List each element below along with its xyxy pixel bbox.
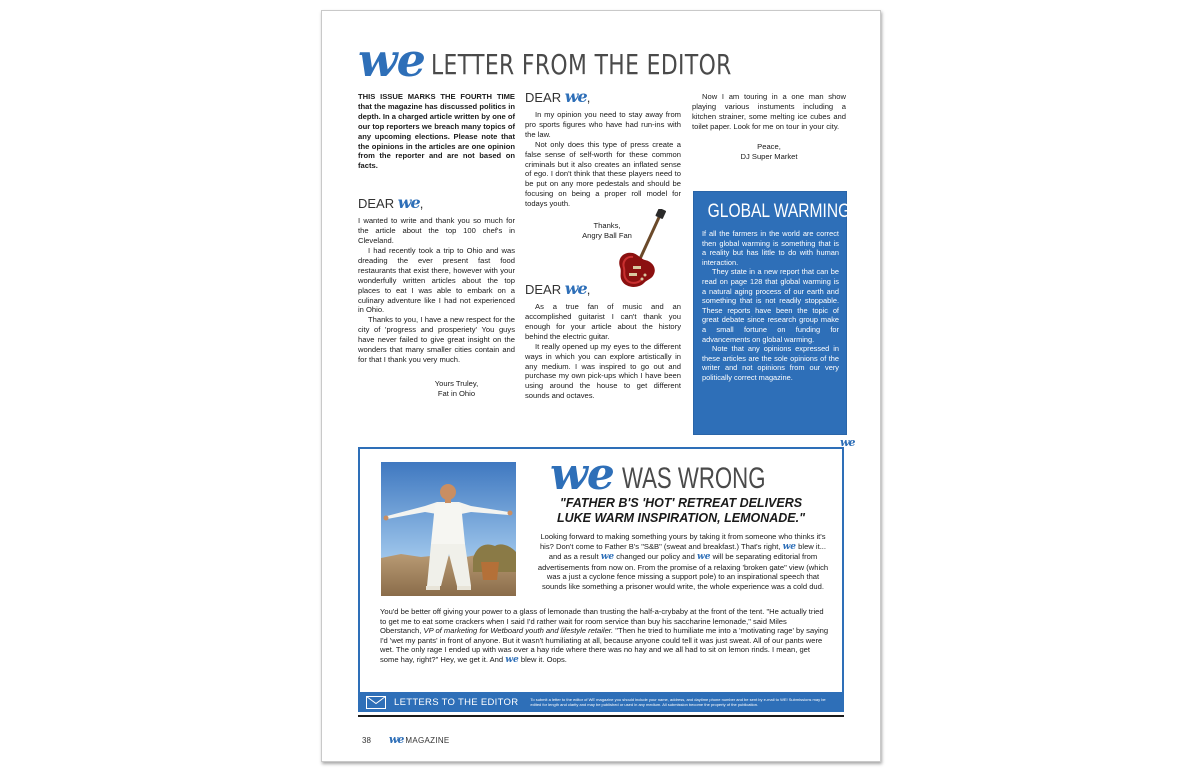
we-logo-inline: we xyxy=(397,193,420,213)
corner-we-logo: we xyxy=(840,436,855,449)
column-1 xyxy=(358,92,515,399)
magazine-label: MAGAZINE xyxy=(405,736,450,745)
global-warming-paragraph: Note that any opinions expressed in these articles are the sole opinions of the writer and not opinions from our very politically correct magazine. xyxy=(702,344,839,382)
we-logo-inline: we xyxy=(564,279,587,299)
electric-guitar-icon xyxy=(611,209,675,293)
man-in-white-photo xyxy=(381,462,516,596)
article-headline: "FATHER B'S 'HOT' RETREAT DELIVERS LUKE WARM INSPIRATION, LEMONADE." xyxy=(556,496,806,525)
letter3-paragraph: It really opened up my eyes to the different ways in which you can explore artistically in any medium. I was inspired to go out and purchase my own pick-ups which I have been using around the house to get different sounds and octaves. xyxy=(525,341,681,401)
we-logo-inline: we xyxy=(564,87,587,106)
divider xyxy=(358,715,844,717)
envelope-icon xyxy=(366,696,386,709)
we-logo-inline: we xyxy=(600,552,615,562)
letter1-signature: Yours Truley, Fat in Ohio xyxy=(434,378,479,398)
we-logo: we xyxy=(550,449,614,500)
letter3-salutation: DEAR we, xyxy=(525,279,591,299)
page-title: LETTER FROM THE EDITOR xyxy=(430,48,732,81)
letter2-signature: Thanks, Angry Ball Fan xyxy=(582,221,632,240)
letter1-salutation: DEAR we, xyxy=(358,193,424,213)
letter2-paragraph: Not only does this type of press create a false sense of self-worth for these common criminals but it also creates an inflated sense of ego. I don't think that these players need to be put on any more pedestals and should be focusing on being a proper roll model for todays youth. xyxy=(525,139,681,209)
letter2-paragraph: In my opinion you need to stay away from pro sports figures who have had run-ins with the law. xyxy=(525,110,681,139)
letter3-paragraph: As a true fan of music and an accomplished guitarist I can't thank you enough for your article about the history behind the electric guitar. xyxy=(525,302,681,341)
column-3 xyxy=(692,92,846,161)
letter1-paragraph: I wanted to write and thank you so much for the article about the top 100 chef's in Cleveland. xyxy=(358,216,515,246)
column3-signature: Peace, DJ Super Market xyxy=(740,141,798,161)
global-warming-title: GLOBAL WARMING xyxy=(707,201,851,222)
page-number: 38 xyxy=(362,736,371,745)
letter2-signature-area xyxy=(525,209,681,275)
column-2 xyxy=(525,89,681,401)
letter2-salutation: DEAR we, xyxy=(525,87,591,106)
page-header xyxy=(358,33,816,87)
page-footer xyxy=(362,733,450,746)
letters-submission-note: To submit a letter to the editor of WE magazine you should include your name, address, and daytime phone number and be sent by e-mail to WE! Submissions may be edited for length and clarity and may be published or used in any medium. All submission become the property of the publication. xyxy=(530,697,826,707)
letters-to-editor-title: LETTERS TO THE EDITOR xyxy=(394,696,519,708)
intro-paragraph: THIS ISSUE MARKS THE FOURTH TIME that the magazine has discussed politics in depth. In a charged article written by one of our top reporters we breach many topics of any upcoming elections. Please note that the opinions in the articles are one opinion from the reporter and are not based on facts. xyxy=(358,92,515,171)
letters-to-editor-bar xyxy=(358,692,844,712)
global-warming-box xyxy=(693,191,851,435)
column3-paragraph: Now I am touring in a one man show playing various instuments including a kitchen strainer, some melting ice cubes and toilet paper. Look for me on tour in your city. xyxy=(692,92,846,131)
magazine-page xyxy=(321,10,881,762)
retreat-photo xyxy=(381,462,516,596)
letter1-paragraph: I had recently took a trip to Ohio and was dreading the ever present fast food restaurants that exist there, however with your wonderfully written articles about the top places to eat I was able to embark on a culinary adventure like I had not experienced in Ohio. xyxy=(358,245,515,315)
global-warming-paragraph: They state in a new report that can be read on page 128 that global warming is a natural aging process of our earth and something that is not readily stoppable. These reports have been the topic of great debate since research group make a small fortune on funding for advancements on global warming. xyxy=(702,267,839,344)
global-warming-paragraph: If all the farmers in the world are correct then global warming is something that is a reality but has little to do with human interaction. xyxy=(702,229,839,267)
we-logo: we xyxy=(388,733,404,746)
global-warming-text xyxy=(694,223,846,383)
we-logo-inline: we xyxy=(696,552,711,562)
letter1-paragraph: Thanks to you, I have a new respect for the city of 'progress and prosperiety' You guys have never failed to give great insight on the wonders that many smaller cities contain and for that I thank you very much. xyxy=(358,315,515,364)
article-paragraph-2: You'd be better off giving your power to a glass of lemonade than trusting the half-a-crybaby at the front of the tent. "He actually tried to get me to eat some crackers when I said I'd rather wait for room service than buy his saccharine lemonade," said Miles Oberstanch, VP of marketing for Wetboard youth and lifestyle retailer. "Then he tried to humiliate me into a 'motivating rage' by saying I'd 'wet my pants' in front of anyone. But it wasn't humiliating at all, because anyone could tell it was just sweat. All of our pants were wet. The only rage I ended up with was over a hay ride where there was no hay and we all had to sit on lemon rinds. I mean, get some hay, right?" Hey, we get it. And we blew it. Oops. xyxy=(380,607,829,665)
we-was-wrong-box xyxy=(358,447,844,699)
we-logo-inline: we xyxy=(505,654,519,665)
article-paragraph-1: Looking forward to making something yours by taking it from someone who thinks it's his? Don't come to Father B's "S&B" (sweat and breakfast.) That's right, we blew it... and as a result we changed our policy and we will be separating editorial from advertisements from now on. From the promise of a relaxing 'broken gate" view (which was a just a cyclone fence missing a support pole) to an inspirational speech that sounds like something a prisoner would write, the whole experience was a cold dud. xyxy=(537,532,829,591)
we-logo: we xyxy=(358,33,425,87)
we-was-wrong-title: WAS WRONG xyxy=(621,462,766,495)
we-was-wrong-heading xyxy=(550,449,816,500)
we-logo-inline: we xyxy=(782,541,797,552)
